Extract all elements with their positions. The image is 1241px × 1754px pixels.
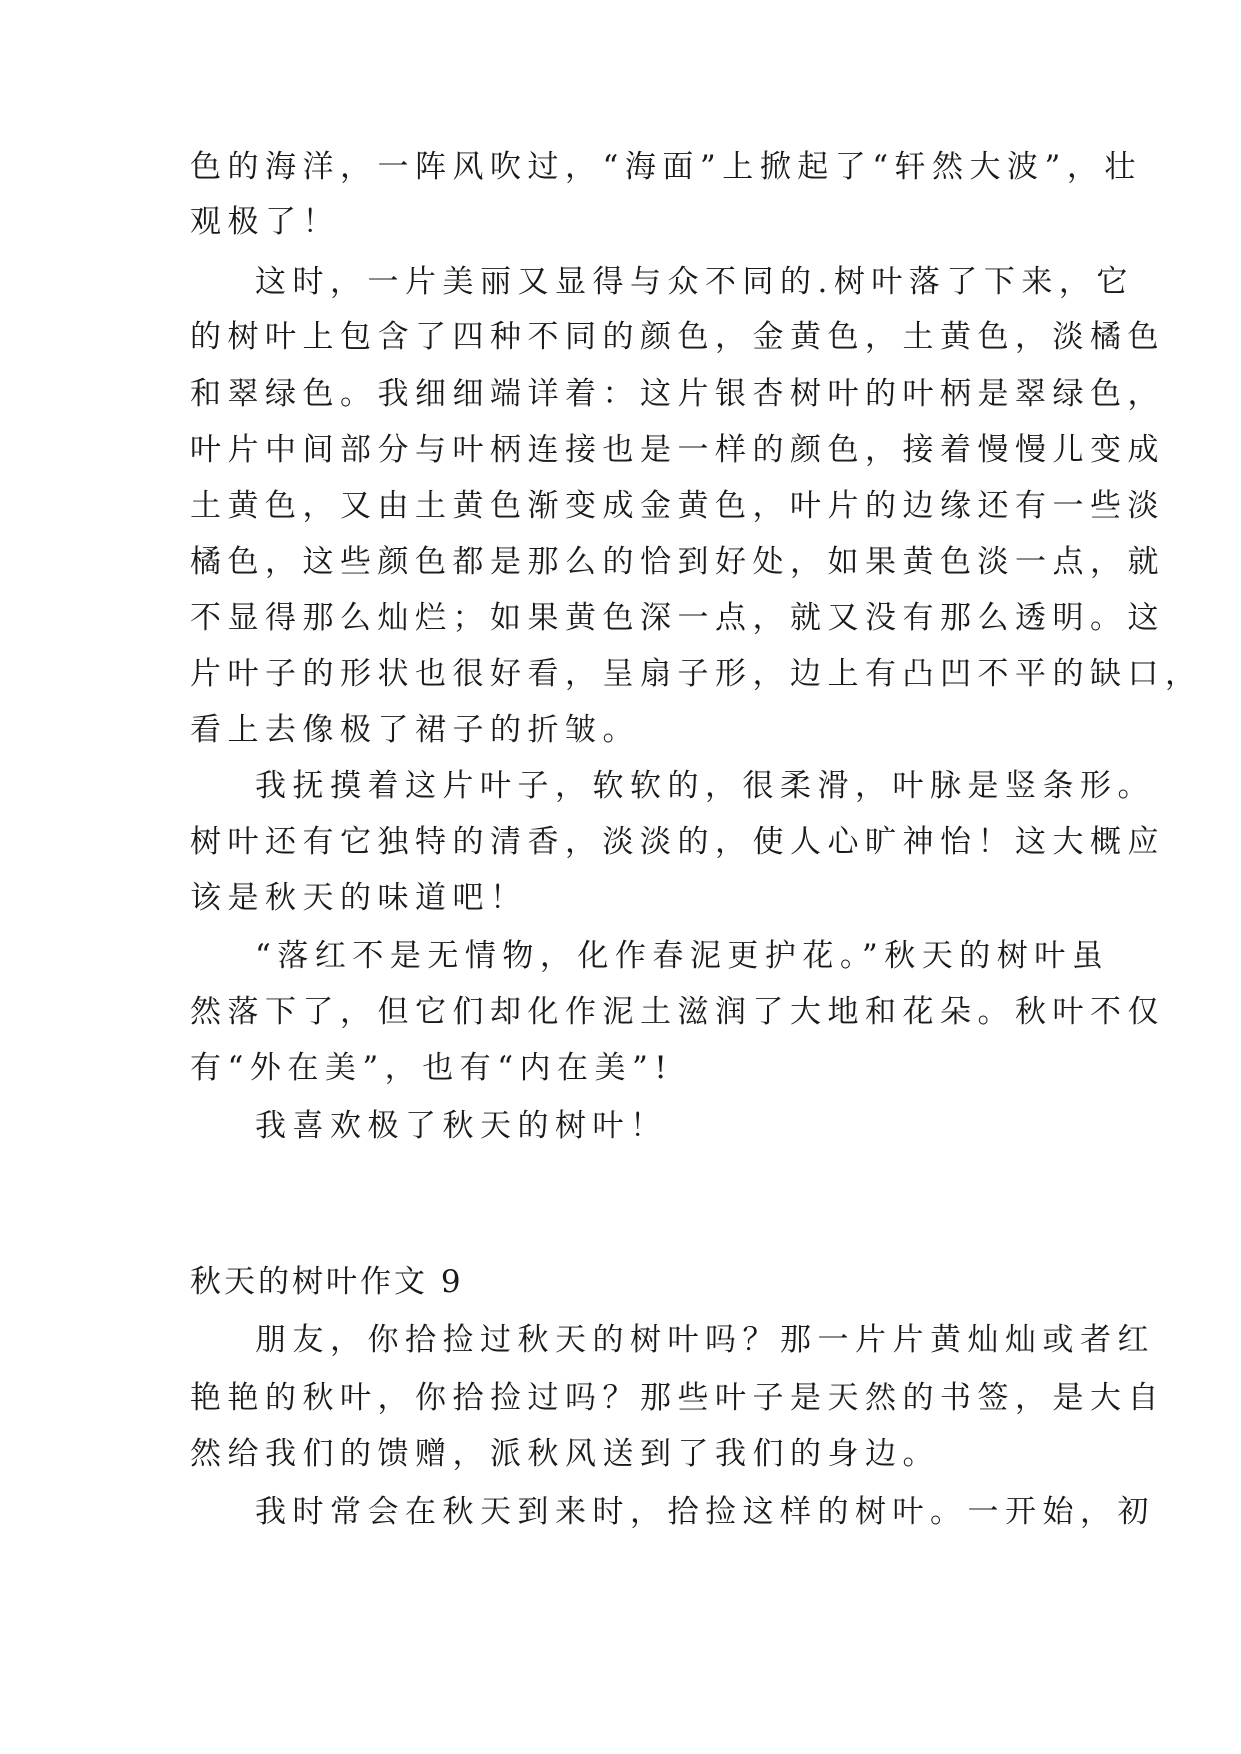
text-line: 不显得那么灿烂；如果黄色深一点，就又没有那么透明。这: [190, 600, 1165, 636]
section-heading: 秋天的树叶作文 9: [190, 1264, 464, 1300]
text-line: 朋友，你拾捡过秋天的树叶吗？那一片片黄灿灿或者红: [255, 1322, 1155, 1358]
text-line: “落红不是无情物，化作春泥更护花。”秋天的树叶虽: [255, 938, 1110, 974]
text-line: 叶片中间部分与叶柄连接也是一样的颜色，接着慢慢儿变成: [190, 432, 1165, 468]
text-line: 片叶子的形状也很好看，呈扇子形，边上有凸凹不平的缺口，: [190, 656, 1203, 692]
text-line: 和翠绿色。我细细端详着：这片银杏树叶的叶柄是翠绿色，: [190, 376, 1165, 412]
text-line: 观极了！: [190, 204, 340, 240]
text-line: 树叶还有它独特的清香，淡淡的，使人心旷神怡！这大概应: [190, 824, 1165, 860]
text-line: 该是秋天的味道吧！: [190, 880, 528, 916]
text-line: 色的海洋，一阵风吹过，“海面”上掀起了“轩然大波”，壮: [190, 149, 1142, 185]
text-line: 这时，一片美丽又显得与众不同的.树叶落了下来，它: [255, 264, 1134, 300]
text-line: 看上去像极了裙子的折皱。: [190, 712, 640, 748]
text-line: 我喜欢极了秋天的树叶！: [255, 1108, 668, 1144]
text-line: 土黄色，又由土黄色渐变成金黄色，叶片的边缘还有一些淡: [190, 488, 1165, 524]
text-line: 艳艳的秋叶，你拾捡过吗？那些叶子是天然的书签，是大自: [190, 1380, 1165, 1416]
text-line: 然给我们的馈赠，派秋风送到了我们的身边。: [190, 1436, 940, 1472]
text-line: 我抚摸着这片叶子，软软的，很柔滑，叶脉是竖条形。: [255, 768, 1155, 804]
text-line: 的树叶上包含了四种不同的颜色，金黄色，土黄色，淡橘色: [190, 319, 1165, 355]
text-line: 然落下了，但它们却化作泥土滋润了大地和花朵。秋叶不仅: [190, 994, 1165, 1030]
text-line: 橘色，这些颜色都是那么的恰到好处，如果黄色淡一点，就: [190, 544, 1165, 580]
text-line: 我时常会在秋天到来时，拾捡这样的树叶。一开始，初: [255, 1494, 1155, 1530]
text-line: 有“外在美”，也有“内在美”!: [190, 1050, 674, 1086]
